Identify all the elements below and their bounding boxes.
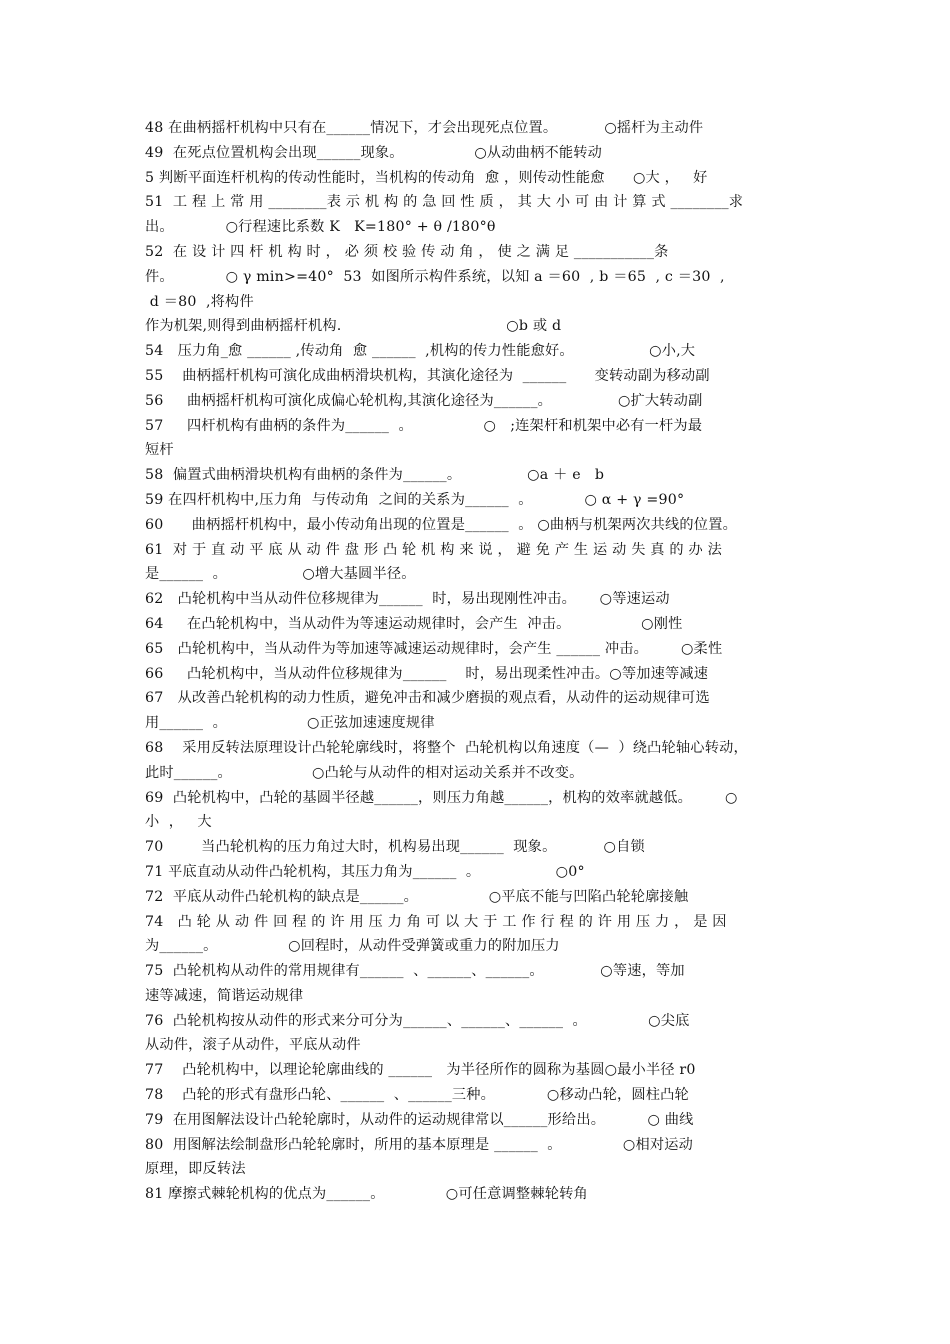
text-line-content: 81 摩擦式棘轮机构的优点为______。 ○可任意调整棘轮转角 (145, 1186, 588, 1203)
text-line-content: 68 采用反转法原理设计凸轮轮廓线时，将整个 凸轮机构以角速度（— ）绕凸轮轴心转动， (145, 739, 748, 756)
text-line (145, 265, 810, 290)
text-line (145, 488, 810, 513)
text-line-content: 54 压力角_愈 ______ ,传动角 愈 ______ ,机构的传力性能愈好。 ○小,大 (145, 343, 696, 360)
text-line (145, 934, 810, 959)
text-line-content: 出。 ○行程速比系数 K K=180° + θ /180°θ (145, 219, 496, 236)
text-line (145, 240, 810, 265)
text-line-content: 从动件，滚子从动件，平底从动件 (145, 1037, 361, 1054)
text-line (145, 190, 810, 215)
text-line (145, 1058, 810, 1083)
text-line (145, 414, 810, 439)
text-line-content: 67 从改善凸轮机构的动力性质，避免冲击和减少磨损的观点看，从动件的运动规律可选 (145, 690, 710, 707)
text-line-content: 65 凸轮机构中，当从动件为等加速等减速运动规律时，会产生 ______ 冲击。 ○柔性 (145, 640, 723, 657)
text-line (145, 538, 810, 563)
text-line (145, 786, 810, 811)
text-line-content: 76 凸轮机构按从动件的形式来分可分为______、______、______ 。 ○尖底 (145, 1012, 690, 1029)
text-line-content: 61 对 于 直 动 平 底 从 动 件 盘 形 凸 轮 机 构 来 说 ， 避 免 产 生 运 动 失 真 的 办 法 (145, 541, 722, 558)
text-line (145, 339, 810, 364)
text-line (145, 1108, 810, 1133)
text-line-content: 件。 ○ γ min>=40° 53 如图所示构件系统，以知 a ＝60 , b ＝65 , c ＝30 , (145, 268, 725, 285)
text-line-content: 为______。 ○回程时，从动件受弹簧或重力的附加压力 (145, 938, 560, 955)
text-line-content: 75 凸轮机构从动件的常用规律有______ 、______、______。 ○等速，等加 (145, 963, 685, 980)
text-line (145, 314, 810, 339)
text-line-content: 48 在曲柄摇杆机构中只有在______情况下，才会出现死点位置。 ○摇杆为主动件 (145, 120, 704, 136)
text-line-content: 原理，即反转法 (145, 1161, 246, 1178)
text-line (145, 1157, 810, 1182)
text-line (145, 166, 810, 191)
text-line (145, 1182, 810, 1207)
text-line-content: 69 凸轮机构中，凸轮的基圆半径越______，则压力角越______，机构的效率就越低。 ○ (145, 789, 738, 806)
text-line (145, 761, 810, 786)
text-line-content: 49 在死点位置机构会出现______现象。 ○从动曲柄不能转动 (145, 144, 603, 161)
text-line (145, 513, 810, 538)
text-line (145, 389, 810, 414)
text-line (145, 686, 810, 711)
text-line-content: 60 曲柄摇杆机构中，最小传动角出现的位置是______ 。 ○曲柄与机架两次共线的位置。 (145, 516, 737, 533)
text-line-content: 56 曲柄摇杆机构可演化成偏心轮机构,其演化途径为______。 ○扩大转动副 (145, 392, 703, 409)
text-line (145, 959, 810, 984)
text-line-content: 58 偏置式曲柄滑块机构有曲柄的条件为______。 ○a ＋ e b (145, 467, 605, 484)
text-line-content: 用______ 。 ○正弦加速速度规律 (145, 715, 435, 732)
text-line-content: 55 曲柄摇杆机构可演化成曲柄滑块机构，其演化途径为 ______ 变转动副为移动副 (145, 367, 710, 384)
text-line (145, 562, 810, 587)
text-line (145, 612, 810, 637)
text-line-content: 74 凸 轮 从 动 件 回 程 的 许 用 压 力 角 可 以 大 于 工 作 行 程 的 许 用 压 力 ， 是 因 (145, 913, 727, 930)
text-line (145, 1009, 810, 1034)
text-line (145, 116, 810, 141)
text-line-content: 79 在用图解法设计凸轮轮廓时，从动件的运动规律常以______形给出。 ○ 曲线 (145, 1111, 694, 1128)
text-line-content: 5 判断平面连杆机构的传动性能时，当机构的传动角 愈 ，则传动性能愈 ○大 ， 好 (145, 169, 708, 186)
text-line-content: 59 在四杆机构中,压力角 与传动角 之间的关系为______ 。 ○ α + γ =90° (145, 491, 685, 508)
text-line (145, 662, 810, 687)
text-line-content: 62 凸轮机构中当从动件位移规律为______ 时，易出现刚性冲击。 ○等速运动 (145, 591, 670, 608)
text-line (145, 1033, 810, 1058)
text-line (145, 364, 810, 389)
text-line (145, 141, 810, 166)
text-line (145, 587, 810, 612)
text-line-content: 是______ 。 ○增大基圆半径。 (145, 566, 416, 583)
text-line-content: 66 凸轮机构中，当从动件位移规律为______ 时，易出现柔性冲击。○等加速等减速 (145, 665, 709, 682)
text-line (145, 835, 810, 860)
text-line-content: 77 凸轮机构中，以理论轮廓曲线的 ______ 为半径所作的圆称为基圆○最小半径 r0 (145, 1062, 696, 1079)
text-line (145, 215, 810, 240)
text-line (145, 810, 810, 835)
text-line-content: 51 工 程 上 常 用 ________表 示 机 构 的 急 回 性 质 ， 其 大 小 可 由 计 算 式 ________求 (145, 194, 744, 211)
text-line (145, 290, 810, 315)
text-line (145, 637, 810, 662)
text-line-content: 52 在 设 计 四 杆 机 构 时 ， 必 须 校 验 传 动 角 ， 使 之 满 足 ___________条 (145, 243, 669, 260)
text-line-content: 71 平底直动从动件凸轮机构，其压力角为______ 。 ○0° (145, 863, 585, 880)
text-line (145, 860, 810, 885)
text-line (145, 910, 810, 935)
text-line-content: 80 用图解法绘制盘形凸轮轮廓时，所用的基本原理是 ______ 。 ○相对运动 (145, 1136, 694, 1153)
text-line-content: 短杆 (145, 442, 174, 459)
text-line-content: 64 在凸轮机构中，当从动件为等速运动规律时，会产生 冲击。 ○刚性 (145, 615, 683, 632)
document-body (145, 116, 810, 1207)
text-line (145, 1133, 810, 1158)
text-line (145, 984, 810, 1009)
text-line-content: 作为机架,则得到曲柄摇杆机构. ○b 或 d (145, 318, 562, 335)
text-line (145, 885, 810, 910)
text-line (145, 463, 810, 488)
text-line (145, 1083, 810, 1108)
text-line-content: 小 ， 大 (145, 814, 212, 831)
text-line-content: d ＝80 ,将构件 (145, 293, 254, 310)
text-line-content: 57 四杆机构有曲柄的条件为______ 。 ○ ;连架杆和机架中必有一杆为最 (145, 417, 703, 434)
text-line-content: 70 当凸轮机构的压力角过大时，机构易出现______ 现象。 ○自锁 (145, 839, 645, 856)
text-line-content: 速等减速，简谐运动规律 (145, 987, 304, 1004)
text-line (145, 736, 810, 761)
text-line (145, 711, 810, 736)
text-line (145, 438, 810, 463)
text-line-content: 72 平底从动件凸轮机构的缺点是______。 ○平底不能与凹陷凸轮轮廓接触 (145, 888, 689, 905)
text-line-content: 此时______。 ○凸轮与从动件的相对运动关系并不改变。 (145, 764, 584, 781)
text-line-content: 78 凸轮的形式有盘形凸轮、______ 、______三种。 ○移动凸轮，圆柱凸轮 (145, 1087, 689, 1104)
